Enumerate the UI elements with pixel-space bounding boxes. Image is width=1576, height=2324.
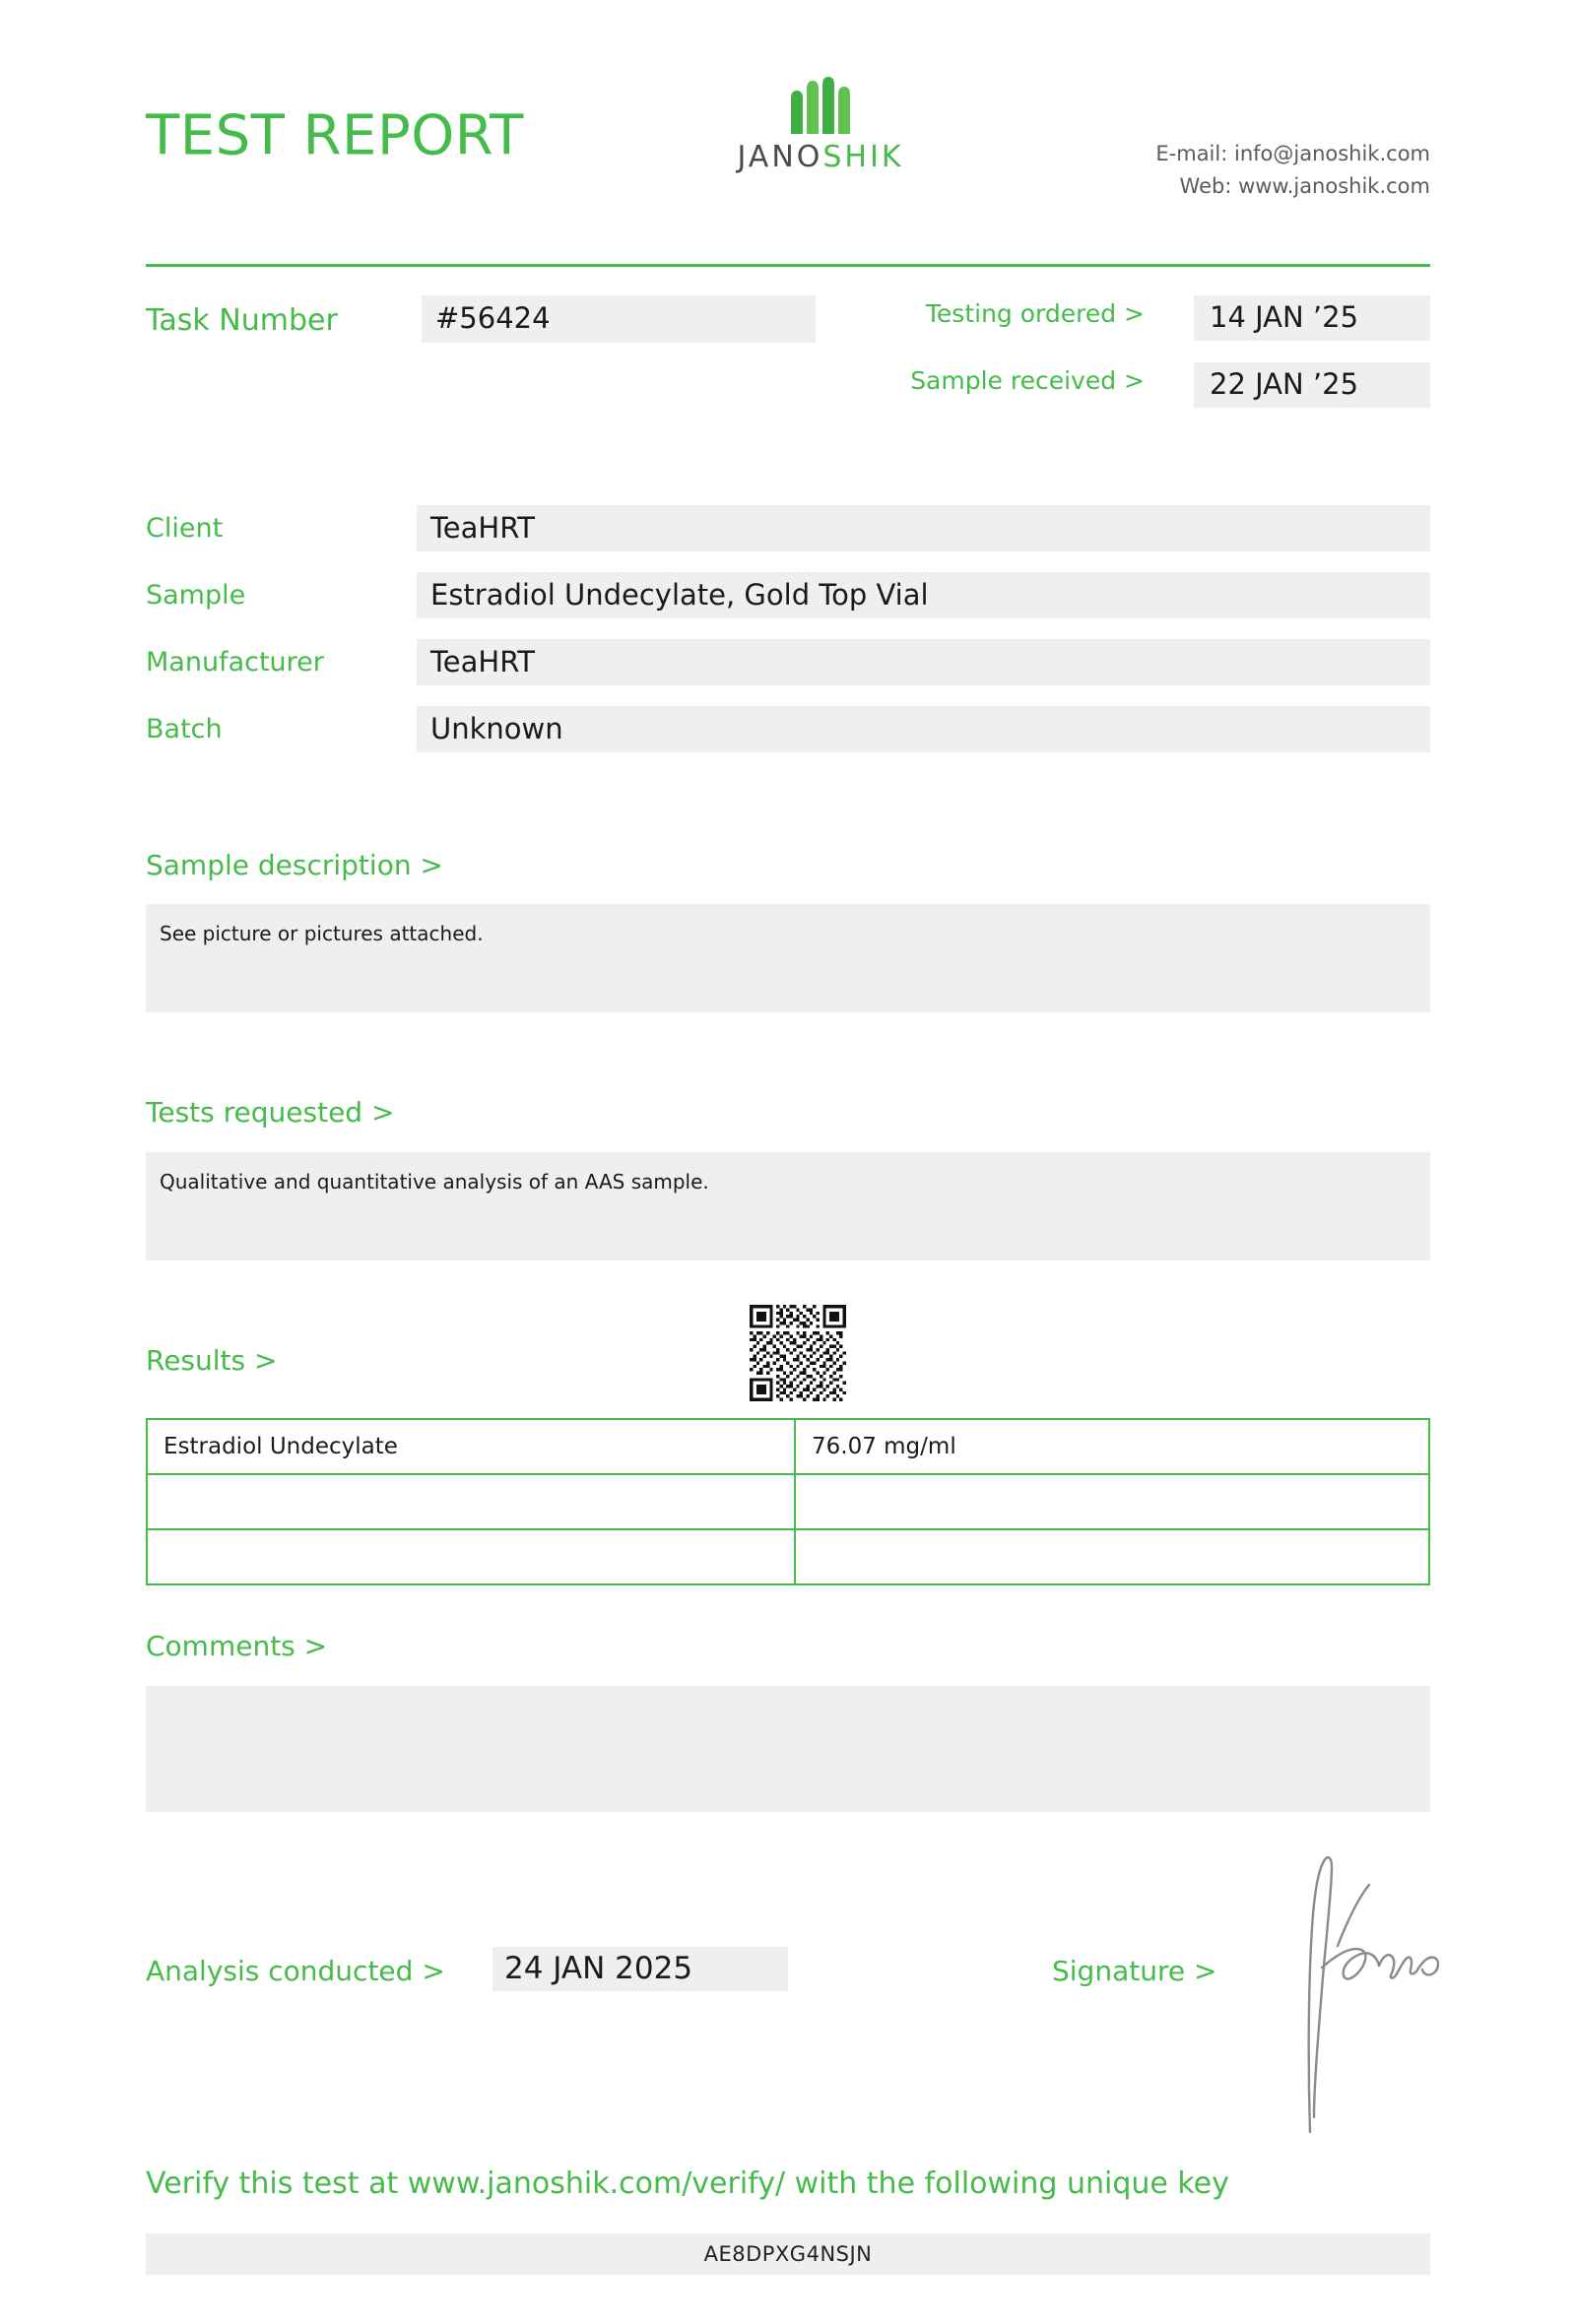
result-substance [147,1529,795,1584]
task-number-value: #56424 [422,295,816,343]
info-value-batch: Unknown [417,706,1430,752]
results-table [146,1418,1430,1585]
info-row [146,639,1430,692]
testing-ordered-date: 14 JAN ’25 [1194,295,1430,341]
table-row [147,1474,1429,1529]
table-row [147,1529,1429,1584]
sample-received-date: 22 JAN ’25 [1194,362,1430,408]
brand-logo [697,77,944,174]
report-header [146,0,1430,198]
analysis-conducted-date: 24 JAN 2025 [492,1947,788,1991]
comments-heading: Comments > [146,1630,328,1662]
janoshik-mountain-icon [697,77,944,138]
unique-key-value: AE8DPXG4NSJN [146,2233,1430,2275]
testing-ordered-label: Testing ordered > [925,299,1145,328]
info-label-batch: Batch [146,714,223,744]
result-amount: 76.07 mg/ml [795,1419,1429,1474]
analysis-conducted-label: Analysis conducted > [146,1955,445,1987]
info-row [146,505,1430,558]
result-amount [795,1529,1429,1584]
sample-description-text: See picture or pictures attached. [146,904,1430,1012]
info-row [146,706,1430,759]
table-row [147,1419,1429,1474]
report-content [146,0,1430,2266]
header-divider [146,264,1430,267]
signature-image [1279,1851,1476,2137]
sample-received-label: Sample received > [910,366,1145,395]
task-number-label: Task Number [146,303,338,338]
info-label-client: Client [146,513,224,544]
qr-code-image [745,1305,851,1401]
tests-requested-text: Qualitative and quantitative analysis of an AAS sample. [146,1152,1430,1260]
page-title: TEST REPORT [146,103,524,168]
result-amount [795,1474,1429,1529]
contact-email: E-mail: info@janoshik.com [1155,142,1430,165]
info-value-client: TeaHRT [417,505,1430,551]
sample-description-heading: Sample description > [146,849,443,881]
signature-label: Signature > [1052,1955,1217,1987]
contact-web: Web: www.janoshik.com [1179,173,1430,198]
sample-info-table [146,505,1430,773]
result-substance [147,1474,795,1529]
brand-wordmark-green: SHIK [822,140,904,174]
brand-wordmark [697,140,944,174]
info-value-sample: Estradiol Undecylate, Gold Top Vial [417,572,1430,618]
result-substance: Estradiol Undecylate [147,1419,795,1474]
verify-text: Verify this test at www.janoshik.com/verify/ with the following unique key [146,2166,1229,2201]
info-label-sample: Sample [146,580,246,611]
comments-text [146,1686,1430,1812]
task-section [146,295,1430,414]
info-label-manufacturer: Manufacturer [146,647,324,678]
info-row [146,572,1430,625]
brand-wordmark-dark: JANO [737,140,823,174]
tests-requested-heading: Tests requested > [146,1096,395,1129]
contact-info [1155,138,1430,202]
qr-code [745,1305,851,1401]
results-heading: Results > [146,1344,278,1377]
info-value-manufacturer: TeaHRT [417,639,1430,685]
